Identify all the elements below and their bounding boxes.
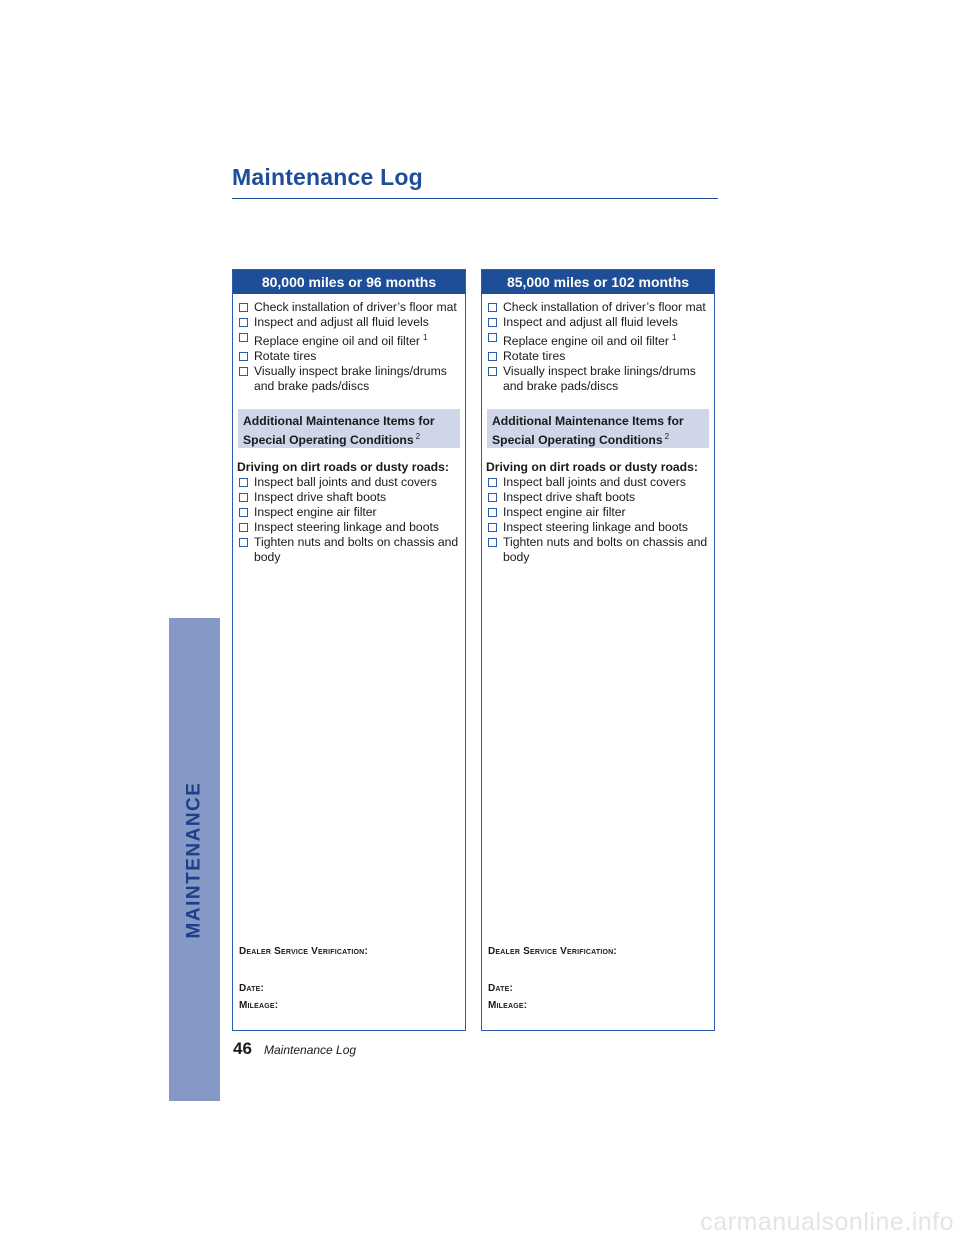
additional-items-box: Additional Maintenance Items for Special Operating Conditions $^2$ (238, 409, 460, 448)
checklist-item: Visually inspect brake linings/drums and brake pads/discs (237, 364, 461, 394)
checkbox[interactable] (239, 352, 248, 361)
date-label: DATE: (239, 983, 265, 994)
checkbox[interactable] (488, 318, 497, 327)
checklist-item: Inspect drive shaft boots (237, 490, 461, 505)
checklist-item: Visually inspect brake linings/drums and brake pads/discs (486, 364, 710, 394)
footnote-marker: 2 (664, 432, 670, 442)
checklist-item: Rotate tires (486, 349, 710, 364)
checklist-item: Inspect steering linkage and boots (237, 520, 461, 535)
checkbox[interactable] (488, 508, 497, 517)
checkbox[interactable] (239, 303, 248, 312)
watermark: carmanualsonline.info (700, 1208, 954, 1236)
checkbox[interactable] (239, 318, 248, 327)
date-label: DATE: (488, 983, 514, 994)
side-tab-label: MAINTENANCE (183, 781, 205, 938)
checkbox[interactable] (239, 478, 248, 487)
checkbox[interactable] (239, 508, 248, 517)
dealer-verification-label: DEALER SERVICE VERIFICATION: (239, 946, 368, 957)
checkbox[interactable] (488, 367, 497, 376)
checklist-item: Inspect engine air filter (486, 505, 710, 520)
checklist-item: Inspect engine air filter (237, 505, 461, 520)
checklist-item: Inspect ball joints and dust covers (486, 475, 710, 490)
checklist-item: Tighten nuts and bolts on chassis and body (237, 535, 461, 565)
footer-section-label: Maintenance Log (264, 1043, 357, 1057)
page-number: 46 (233, 1039, 252, 1058)
checklist-item: Tighten nuts and bolts on chassis and body (486, 535, 710, 565)
maintenance-checklist (233, 300, 465, 394)
condition-heading: Driving on dirt roads or dusty roads: (237, 460, 449, 475)
checklist-item: Inspect steering linkage and boots (486, 520, 710, 535)
condition-checklist (233, 475, 465, 565)
checklist-item: Rotate tires (237, 349, 461, 364)
checklist-item: Inspect drive shaft boots (486, 490, 710, 505)
additional-items-box: Additional Maintenance Items for Special Operating Conditions $^2$ (487, 409, 709, 448)
checklist-item: Check installation of driver’s floor mat (486, 300, 710, 315)
interval-header: 85,000 miles or 102 months (482, 270, 714, 294)
checklist-item: Replace engine oil and oil filter $^1$ (237, 330, 461, 349)
footnote-marker: 1 (423, 333, 428, 342)
dealer-verification-label: DEALER SERVICE VERIFICATION: (488, 946, 617, 957)
checkbox[interactable] (488, 333, 497, 342)
checkbox[interactable] (239, 333, 248, 342)
checkbox[interactable] (239, 523, 248, 532)
checkbox[interactable] (239, 367, 248, 376)
checkbox[interactable] (488, 352, 497, 361)
checkbox[interactable] (488, 478, 497, 487)
title-rule (232, 198, 718, 199)
mileage-label: MILEAGE: (239, 1000, 279, 1011)
page-title: Maintenance Log (232, 164, 423, 190)
checkbox[interactable] (488, 523, 497, 532)
checklist-item: Inspect and adjust all fluid levels (486, 315, 710, 330)
maintenance-column-85000 (481, 269, 715, 1031)
checkbox[interactable] (488, 303, 497, 312)
condition-checklist (482, 475, 714, 565)
footnote-marker: 1 (672, 333, 677, 342)
checkbox[interactable] (239, 538, 248, 547)
checkbox[interactable] (488, 493, 497, 502)
checklist-item: Inspect and adjust all fluid levels (237, 315, 461, 330)
mileage-label: MILEAGE: (488, 1000, 528, 1011)
checklist-item: Replace engine oil and oil filter $^1$ (486, 330, 710, 349)
section-side-tab (169, 618, 220, 1101)
condition-heading: Driving on dirt roads or dusty roads: (486, 460, 698, 475)
checklist-item: Inspect ball joints and dust covers (237, 475, 461, 490)
maintenance-column-80000 (232, 269, 466, 1031)
checklist-item: Check installation of driver’s floor mat (237, 300, 461, 315)
interval-header: 80,000 miles or 96 months (233, 270, 465, 294)
checkbox[interactable] (239, 493, 248, 502)
footnote-marker: 2 (415, 432, 421, 442)
checkbox[interactable] (488, 538, 497, 547)
maintenance-checklist (482, 300, 714, 394)
